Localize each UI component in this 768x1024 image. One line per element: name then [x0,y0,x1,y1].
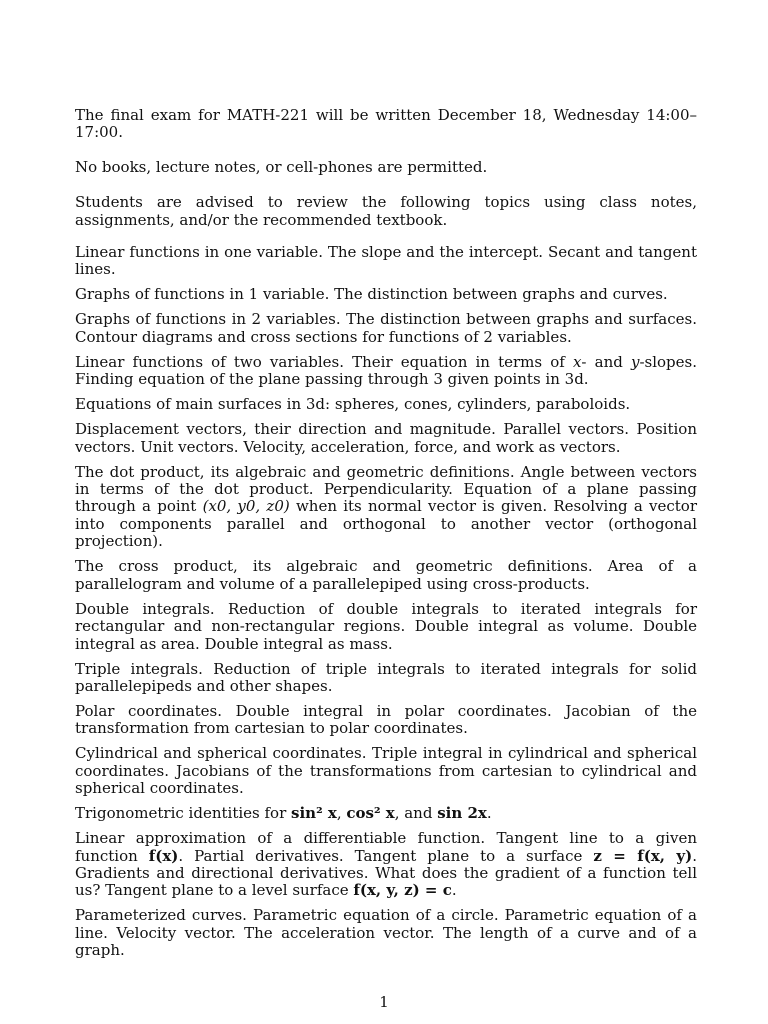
topic-linear-approximation: Linear approximation of a differentiable function. Tangent line to a given function f(x). Partial derivatives. Tangent plane to a surface z = f(x, y). Gradients and directional derivatives. What does the gradient of a function tell us? Tangent plane to a level surface f(x, y, z) = c. [75,829,698,900]
rules-paragraph: No books, lecture notes, or cell-phones are permitted. [75,158,488,177]
topic-trig-identities: Trigonometric identities for sin² x, cos² x, and sin 2x. [75,804,492,823]
topic-main-surfaces: Equations of main surfaces in 3d: spheres, cones, cylinders, paraboloids. [75,395,631,414]
topic-linear-two-variables: Linear functions of two variables. Their equation in terms of x- and y-slopes. Finding equation of the plane passing through 3 given points in 3d. [75,352,697,389]
point-notation: (x0, y0, z0) [202,497,290,516]
advice-paragraph: Students are advised to review the following topics using class notes, assignments, and/or the recommended textbook. [75,193,697,229]
topic-parameterized-curves: Parameterized curves. Parametric equation of a circle. Parametric equation of a line. Velocity vector. The acceleration vector. The length of a curve and of a graph. [75,906,697,960]
topic-polar-coordinates: Polar coordinates. Double integral in polar coordinates. Jacobian of the transformation from cartesian to polar coordinates. [75,701,697,738]
document-body [75,107,697,967]
topic-double-integrals: Double integrals. Reduction of double integrals to iterated integrals for rectangular and non-rectangular regions. Double integral as volume. Double integral as area. Double integral as mass. [75,599,697,653]
topic-triple-integrals: Triple integrals. Reduction of triple integrals to iterated integrals for solid parallelepipeds and other shapes. [75,659,697,695]
page-number: 1 [379,993,389,1011]
topic-dot-product: The dot product, its algebraic and geometric definitions. Angle between vectors in terms of the dot product. Perpendicularity. Equation of a plane passing through a point (x0, y0, z0) when its normal vector is given. Resolving a vector into components parallel and orthogonal to another vector (orthogonal projection). [75,462,697,551]
topic-linear-one-variable: Linear functions in one variable. The slope and the intercept. Secant and tangent lines. [75,243,697,279]
topic-cross-product: The cross product, its algebraic and geometric definitions. Area of a parallelogram and volume of a parallelepiped using cross-products. [75,557,697,593]
topic-cylindrical-spherical: Cylindrical and spherical coordinates. Triple integral in cylindrical and spherical coordinates. Jacobians of the transformations from cartesian to cylindrical and spherical coordinates. [75,744,697,798]
topic-graphs-two-variables: Graphs of functions in 2 variables. The distinction between graphs and surfaces. Contour diagrams and cross sections for functions of 2 variables. [75,310,697,346]
topic-graphs-one-variable: Graphs of functions in 1 variable. The distinction between graphs and curves. [75,285,668,304]
exam-date-paragraph: The final exam for MATH-221 will be written December 18, Wednesday 14:00–17:00. [75,106,697,142]
topic-vectors: Displacement vectors, their direction and magnitude. Parallel vectors. Position vectors. Unit vectors. Velocity, acceleration, force, and work as vectors. [75,420,697,456]
